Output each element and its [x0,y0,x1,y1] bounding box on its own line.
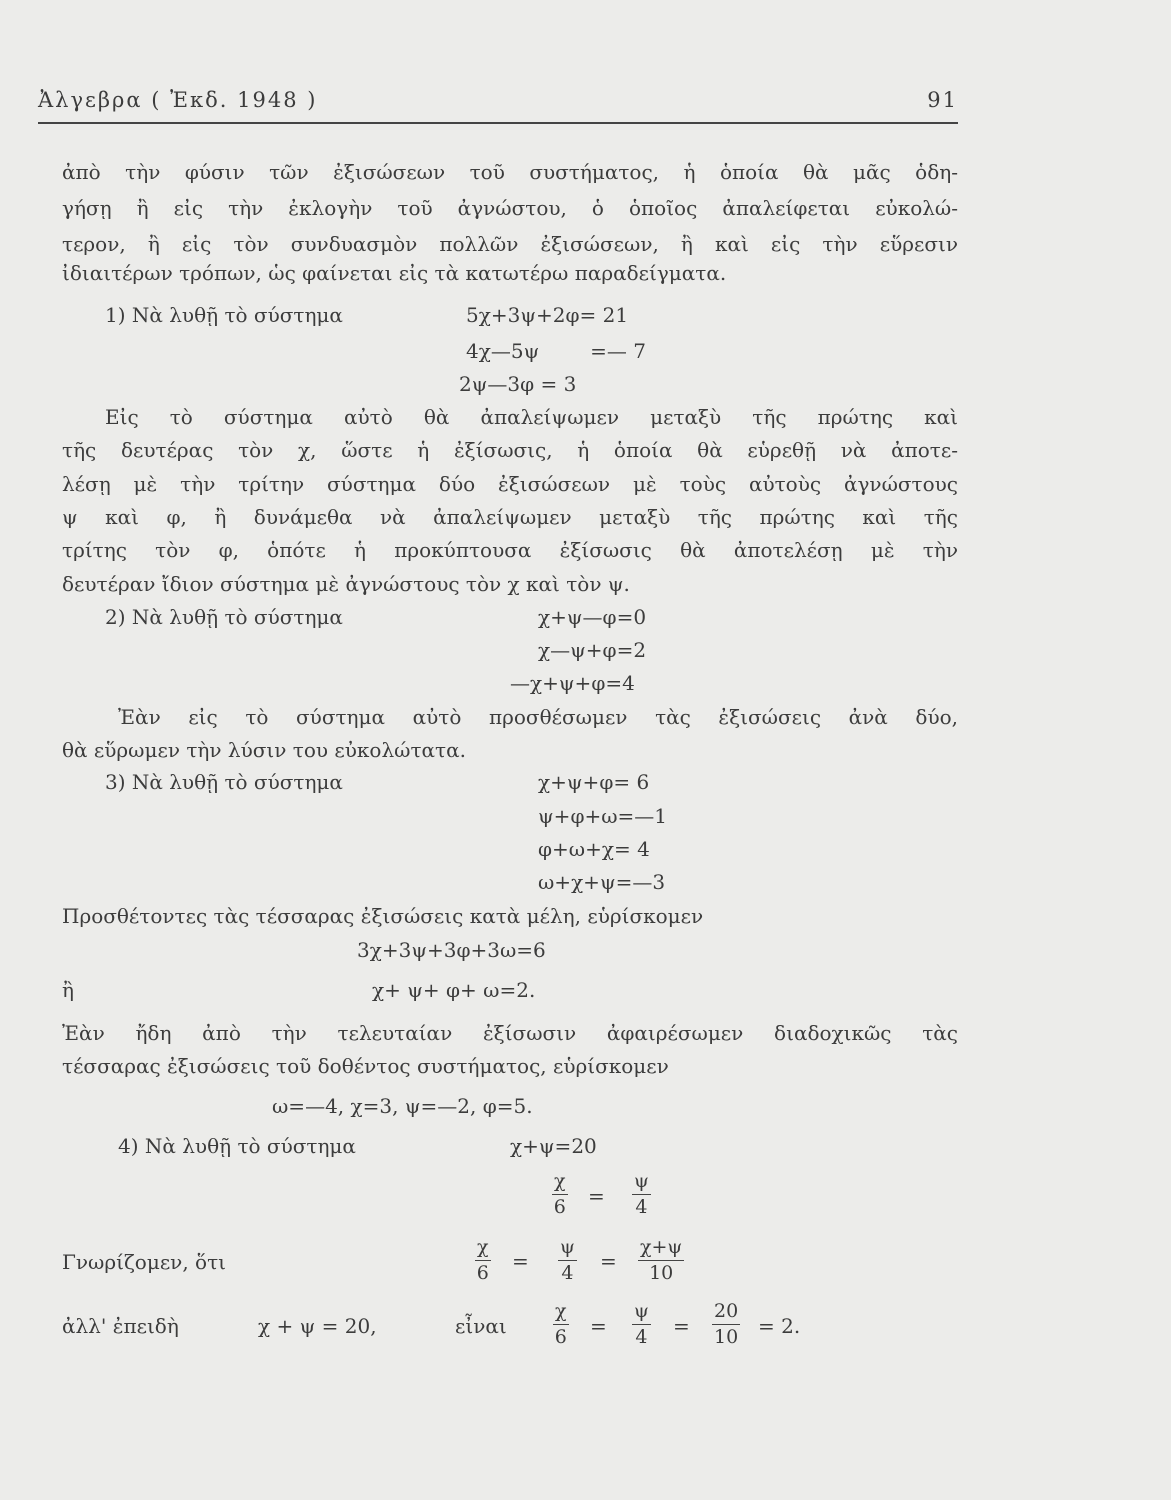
know-frac-3 [638,1238,684,1283]
ex4-eq-1: χ+ψ=20 [510,1134,597,1158]
ex1-eq-1: 5χ+3ψ+2φ= 21 [466,303,629,327]
header-title: Ἀλγεβρα ( Ἐκδ. 1948 ) [38,88,318,112]
ex1-eq-3: 2ψ—3φ = 3 [459,372,577,396]
intro-line-2: γήσῃ ἢ εἰς τὴν ἐκλογὴν τοῦ ἀγνώστου, ὁ ὁποῖος ἀπαλείφεται εὐκολώ- [62,196,958,220]
frac-denominator: 6 [476,1262,489,1284]
ex4-frac-y4 [632,1172,651,1217]
ex1-text-1: Εἰς τὸ σύστημα αὐτὸ θὰ ἀπαλείψωμεν μεταξὺ τῆς πρώτης καὶ [105,405,958,429]
frac-denominator: 10 [714,1326,739,1348]
ex3-text-1: Προσθέτοντες τὰς τέσσαρας ἐξισώσεις κατὰ μέλη, εὑρίσκομεν [62,904,704,928]
final-lead: ἀλλ' ἐπειδὴ [62,1314,179,1338]
ex1-text-5: τρίτης τὸν φ, ὁπότε ἡ προκύπτουσα ἐξίσωσις θὰ ἀποτελέσῃ μὲ τὴν [62,538,958,562]
ex3-text-2: Ἐὰν ἤδη ἀπὸ τὴν τελευταίαν ἐξίσωσιν ἀφαιρέσωμεν διαδοχικῶς τὰς [62,1021,958,1045]
frac-denominator: 4 [561,1262,574,1284]
equals-sign: = [588,1184,605,1208]
ex1-eq-2: 4χ—5ψ =— 7 [466,339,646,363]
frac-denominator: 10 [649,1262,674,1284]
ex3-text-3: τέσσαρας ἐξισώσεις τοῦ δοθέντος συστήματος, εὑρίσκομεν [62,1054,669,1078]
equals-sign: = [590,1314,607,1338]
ex2-text-1: Ἐὰν εἰς τὸ σύστημα αὐτὸ προσθέσωμεν τὰς ἐξισώσεις ἀνὰ δύο, [118,705,958,729]
ex3-result: ω=—4, χ=3, ψ=—2, φ=5. [272,1094,533,1118]
page-number: 91 [927,88,958,112]
ex3-sum-2: χ+ ψ+ φ+ ω=2. [372,978,536,1002]
ex1-label: 1) Νὰ λυθῇ τὸ σύστημα [105,303,343,327]
frac-numerator: χ [552,1172,568,1195]
frac-numerator: χ+ψ [638,1238,684,1261]
ex3-or: ἢ [62,978,74,1002]
ex4-frac-x6 [552,1172,568,1217]
ex3-eq-1: χ+ψ+φ= 6 [538,770,650,794]
final-word: εἶναι [455,1314,507,1338]
header-rule [38,122,958,124]
final-frac-3 [712,1302,740,1347]
frac-numerator: ψ [558,1238,577,1261]
frac-numerator: χ [553,1302,569,1325]
ex3-eq-4: ω+χ+ψ=—3 [538,870,666,894]
final-condition: χ + ψ = 20, [258,1314,377,1338]
equals-sign: = [673,1314,690,1338]
final-result: = 2. [758,1314,801,1338]
frac-denominator: 4 [635,1196,648,1218]
frac-numerator: 20 [712,1302,740,1325]
ex3-label: 3) Νὰ λυθῇ τὸ σύστημα [105,770,343,794]
intro-line-3: τερον, ἢ εἰς τὸν συνδυασμὸν πολλῶν ἐξισώσεων, ἢ καὶ εἰς τὴν εὕρεσιν [62,232,958,256]
ex2-text-2: θὰ εὕρωμεν τὴν λύσιν του εὐκολώτατα. [62,738,466,762]
equals-sign: = [512,1249,529,1273]
ex2-eq-3: —χ+ψ+φ=4 [510,671,635,695]
ex2-eq-1: χ+ψ—φ=0 [538,605,647,629]
running-header [38,84,958,116]
frac-denominator: 6 [554,1326,567,1348]
frac-denominator: 4 [635,1326,648,1348]
ex1-text-4: ψ καὶ φ, ἢ δυνάμεθα νὰ ἀπαλείψωμεν μεταξὺ τῆς πρώτης καὶ τῆς [62,505,958,529]
final-frac-2 [632,1302,651,1347]
frac-numerator: ψ [632,1172,651,1195]
ex2-label: 2) Νὰ λυθῇ τὸ σύστημα [105,605,343,629]
ex1-text-2: τῆς δευτέρας τὸν χ, ὥστε ἡ ἐξίσωσις, ἡ ὁποία θὰ εὑρεθῇ νὰ ἀποτε- [62,438,958,462]
know-frac-1 [475,1238,491,1283]
intro-line-1: ἀπὸ τὴν φύσιν τῶν ἐξισώσεων τοῦ συστήματος, ἡ ὁποία θὰ μᾶς ὁδη- [62,160,958,184]
know-label: Γνωρίζομεν, ὅτι [62,1250,227,1274]
ex3-eq-3: φ+ω+χ= 4 [538,837,650,861]
ex4-label: 4) Νὰ λυθῇ τὸ σύστημα [118,1134,356,1158]
frac-denominator: 6 [553,1196,566,1218]
ex1-text-3: λέσῃ μὲ τὴν τρίτην σύστημα δύο ἐξισώσεων μὲ τοὺς αὐτοὺς ἀγνώστους [62,472,958,496]
know-frac-2 [558,1238,577,1283]
frac-numerator: ψ [632,1302,651,1325]
frac-numerator: χ [475,1238,491,1261]
ex2-eq-2: χ—ψ+φ=2 [538,638,647,662]
equals-sign: = [600,1249,617,1273]
final-frac-1 [553,1302,569,1347]
ex3-eq-2: ψ+φ+ω=—1 [538,804,667,828]
ex1-text-6: δευτέραν ἴδιον σύστημα μὲ ἀγνώστους τὸν χ καὶ τὸν ψ. [62,572,630,596]
ex3-sum: 3χ+3ψ+3φ+3ω=6 [357,938,546,962]
intro-line-4: ἰδιαιτέρων τρόπων, ὡς φαίνεται εἰς τὰ κατωτέρω παραδείγματα. [62,261,727,285]
